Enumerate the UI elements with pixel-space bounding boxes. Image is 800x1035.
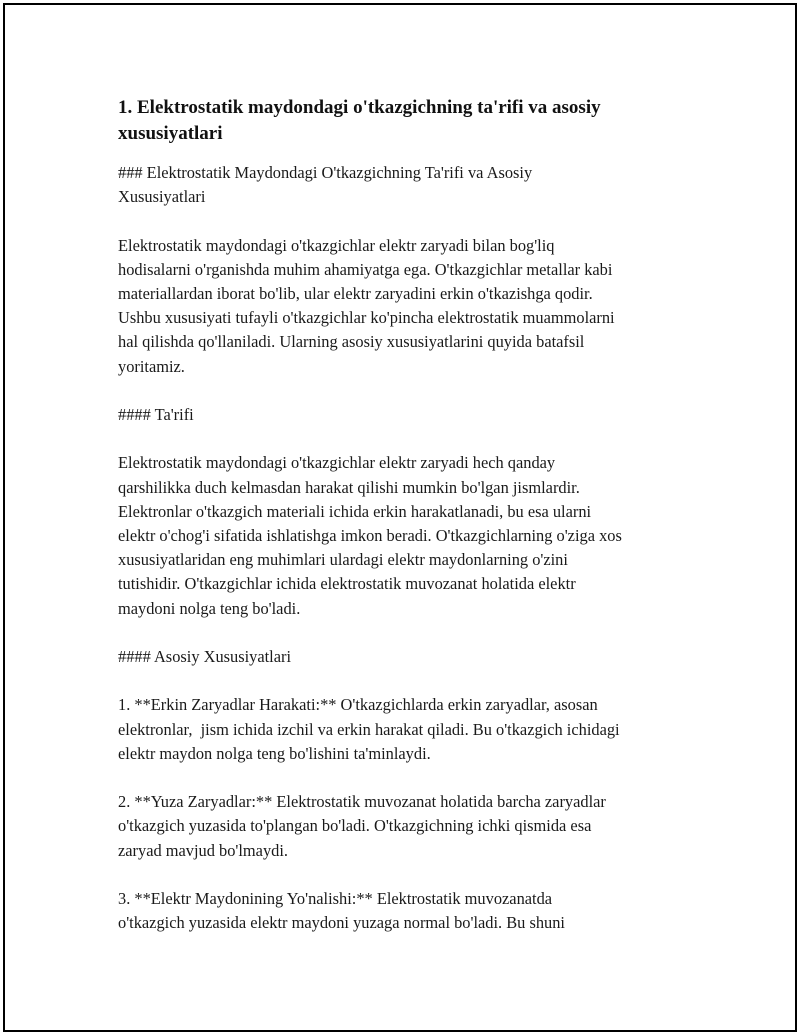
text-line: Elektronlar o'tkazgich materiali ichida erkin harakatlanadi, bu esa ularni — [118, 501, 592, 521]
text-line: o'tkazgich yuzasida elektr maydoni yuzaga normal bo'ladi. Bu shuni — [118, 913, 565, 933]
title-line: 1. Elektrostatik maydondagi o'tkazgichning ta'rifi va asosiy — [118, 97, 601, 118]
list-item-1 — [118, 693, 718, 766]
text-line: #### Ta'rifi — [118, 405, 194, 424]
text-line: 3. **Elektr Maydonining Yo'nalishi:** Elektrostatik muvozanatda — [118, 888, 553, 908]
markdown-heading-definition — [118, 403, 718, 427]
intro-paragraph — [118, 234, 718, 379]
text-line: 2. **Yuza Zaryadlar:** Elektrostatik muvozanat holatida barcha zaryadlar — [118, 792, 606, 812]
text-line: tutishidir. O'tkazgichlar ichida elektrostatik muvozanat holatida elektr — [118, 574, 576, 594]
markdown-heading-properties — [118, 645, 718, 669]
text-line: o'tkazgich yuzasida to'plangan bo'ladi. O'tkazgichning ichki qismida esa — [118, 816, 592, 836]
text-line: elektronlar, jism ichida izchil va erkin harakat qiladi. Bu o'tkazgich ichidagi — [118, 719, 620, 739]
list-item-3 — [118, 887, 718, 935]
list-item-2 — [118, 790, 718, 863]
text-line: xususiyatlaridan eng muhimlari ulardagi elektr maydonlarning o'zini — [118, 550, 568, 570]
text-line: yoritamiz. — [118, 356, 185, 376]
document-content — [118, 95, 718, 960]
text-line: hal qilishda qo'llaniladi. Ularning asosiy xususiyatlarini quyida batafsil — [118, 332, 585, 352]
text-line: maydoni nolga teng bo'ladi. — [118, 598, 301, 618]
text-line: hodisalarni o'rganishda muhim ahamiyatga ega. O'tkazgichlar metallar kabi — [118, 259, 613, 279]
text-line: #### Asosiy Xususiyatlari — [118, 647, 292, 666]
text-line: zaryad mavjud bo'lmaydi. — [118, 840, 288, 860]
markdown-heading-main — [118, 161, 718, 209]
text-line: Elektrostatik maydondagi o'tkazgichlar elektr zaryadi hech qanday — [118, 453, 556, 473]
title-line: xususiyatlari — [118, 123, 223, 144]
text-line: elektr o'chog'i sifatida ishlatishga imkon beradi. O'tkazgichlarning o'ziga xos — [118, 526, 622, 545]
definition-paragraph — [118, 451, 718, 620]
document-title — [118, 95, 718, 147]
text-line: materiallardan iborat bo'lib, ular elektr zaryadini erkin o'tkazishga qodir. — [118, 284, 593, 303]
text-line: Ushbu xususiyati tufayli o'tkazgichlar ko'pincha elektrostatik muammolarni — [118, 308, 615, 328]
text-line: 1. **Erkin Zaryadlar Harakati:** O'tkazgichlarda erkin zaryadlar, asosan — [118, 695, 598, 715]
text-line: Xususiyatlari — [118, 187, 206, 207]
text-line: qarshilikka duch kelmasdan harakat qilishi mumkin bo'lgan jismlardir. — [118, 477, 580, 497]
document-body — [118, 161, 718, 935]
text-line: Elektrostatik maydondagi o'tkazgichlar elektr zaryadi bilan bog'liq — [118, 235, 555, 255]
text-line: elektr maydon nolga teng bo'lishini ta'minlaydi. — [118, 743, 431, 763]
text-line: ### Elektrostatik Maydondagi O'tkazgichning Ta'rifi va Asosiy — [118, 163, 533, 182]
